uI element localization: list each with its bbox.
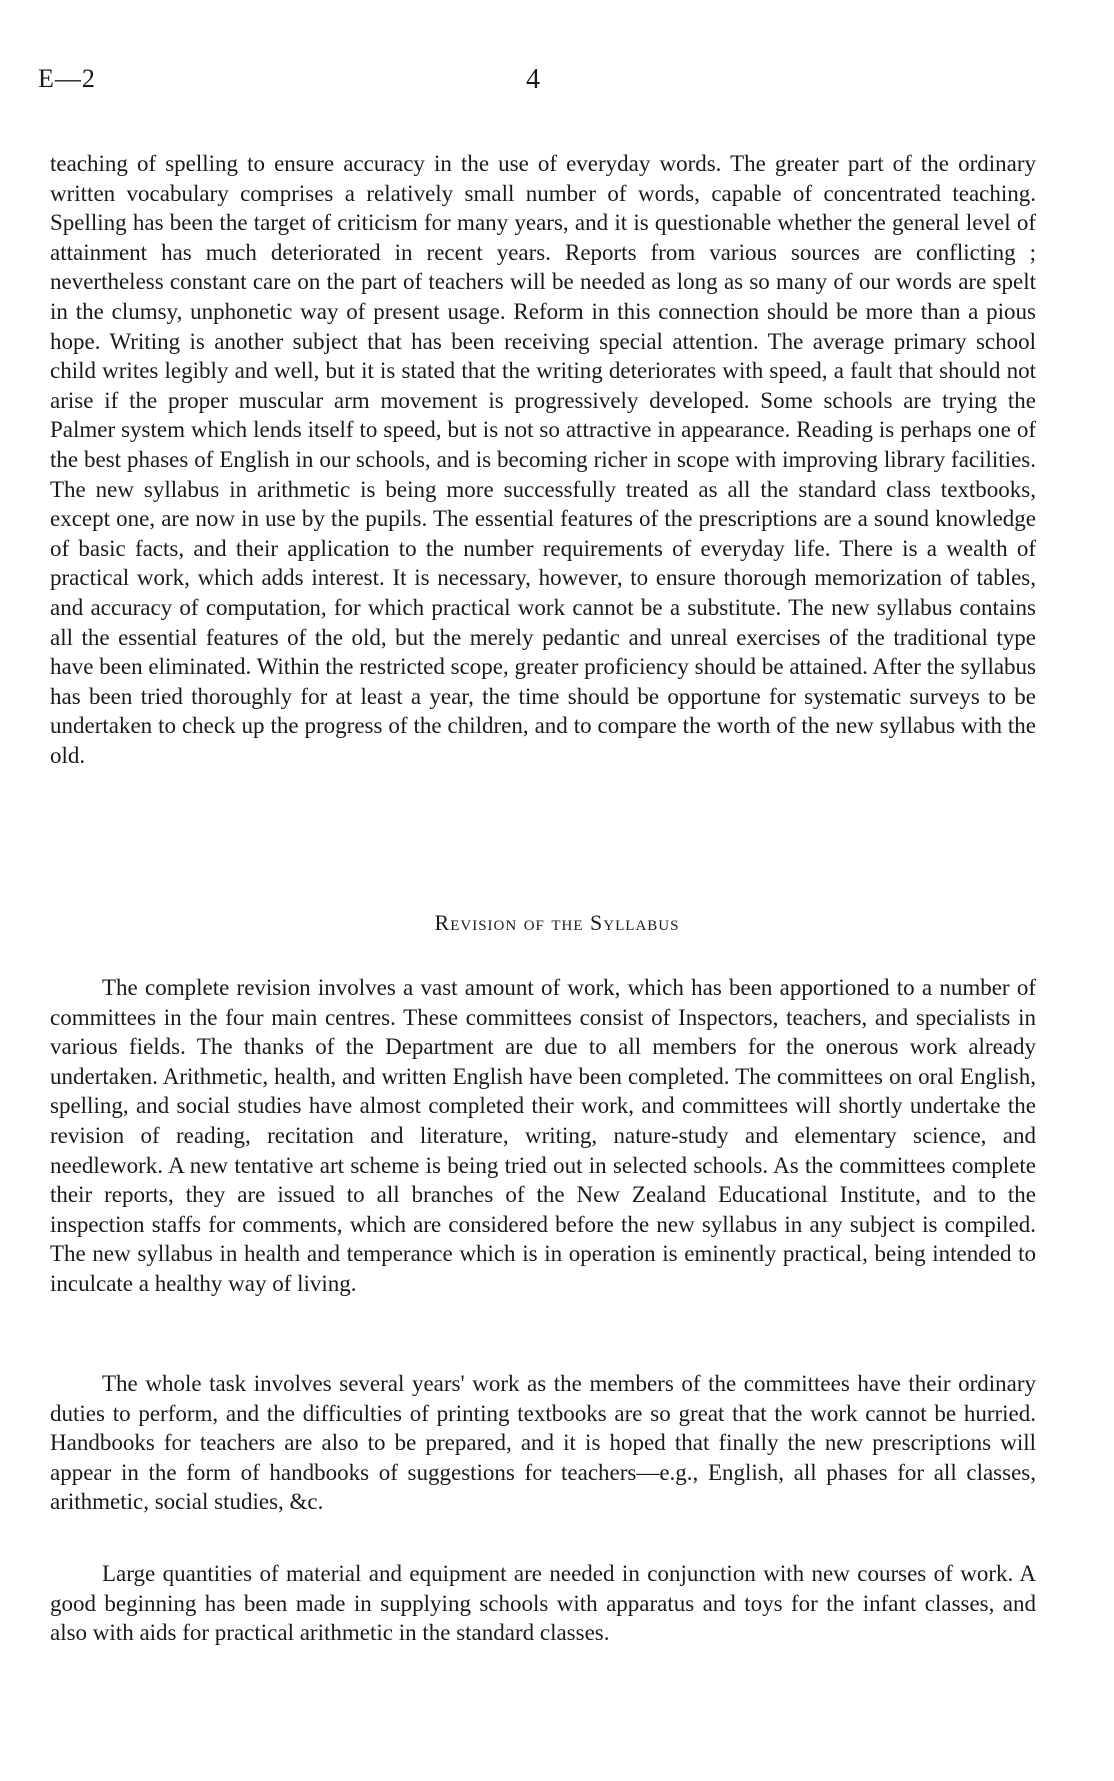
- section-heading: Revision of the Syllabus: [434, 910, 680, 935]
- paragraph-materials-equipment: Large quantities of material and equipment are needed in conjunction with new courses of work. A good beginning has been made in supplying schools with apparatus and toys for the infant classes, and also with aids for practical arithmetic in the standard classes.: [50, 1561, 1036, 1646]
- document-reference: E—2: [38, 64, 96, 93]
- paragraph-spelling-writing-arithmetic: teaching of spelling to ensure accuracy in the use of everyday words. The greater part of the ordinary written vocabulary comprises a relatively small number of words, capable of concentrated teaching. Spelling has been the target of criticism for many years, and it is questionable whether the general level of attainment has much deteriorated in recent years. Reports from various sources are conflicting ; nevertheless constant care on the part of teachers will be needed as long as so many of our words are spelt in the clumsy, unphonetic way of present usage. Reform in this connection should be more than a pious hope. Writing is another subject that has been receiving special attention. The average primary school child writes legibly and well, but it is stated that the writing deteriorates with speed, a fault that should not arise if the proper muscular arm movement is progressively developed. Some schools are trying the Palmer system which lends itself to speed, but is not so attractive in appearance. Reading is perhaps one of the best phases of English in our schools, and is becoming richer in scope with improving library facilities. The new syllabus in arithmetic is being more successfully treated as all the standard class textbooks, except one, are now in use by the pupils. The essential features of the prescriptions are a sound knowledge of basic facts, and their application to the number requirements of everyday life. There is a wealth of practical work, which adds interest. It is necessary, however, to ensure thorough memorization of tables, and accuracy of computation, for which practical work cannot be a substitute. The new syllabus contains all the essential features of the old, but the merely pedantic and unreal exercises of the traditional type have been eliminated. Within the restricted scope, greater proficiency should be attained. After the syllabus has been tried thoroughly for at least a year, the time should be opportune for systematic surveys to be undertaken to check up the progress of the children, and to compare the worth of the new syllabus with the old.: [50, 151, 1036, 768]
- paragraph-revision-committees: The complete revision involves a vast amount of work, which has been apportioned to a number of committees in the four main centres. These committees consist of Inspectors, teachers, and specialists in various fields. The thanks of the Department are due to all members for the onerous work already undertaken. Arithmetic, health, and written English have been completed. The committees on oral English, spelling, and social studies have almost completed their work, and committees will shortly undertake the revision of reading, recitation and literature, writing, nature-study and elementary science, and needlework. A new tentative art scheme is being tried out in selected schools. As the committees complete their reports, they are issued to all branches of the New Zealand Educational Institute, and to the inspection staffs for comments, which are considered before the new syllabus in any subject is compiled. The new syllabus in health and temperance which is in operation is eminently practical, being intended to inculcate a healthy way of living.: [50, 975, 1036, 1296]
- page-number: 4: [526, 64, 540, 95]
- paragraph-whole-task: The whole task involves several years' work as the members of the committees have their ordinary duties to perform, and the difficulties of printing textbooks are so great that the work cannot be hurried. Handbooks for teachers are also to be prepared, and it is hoped that finally the new prescriptions will appear in the form of handbooks of suggestions for teachers—e.g., English, all phases for all classes, arithmetic, social studies, &c.: [50, 1371, 1036, 1515]
